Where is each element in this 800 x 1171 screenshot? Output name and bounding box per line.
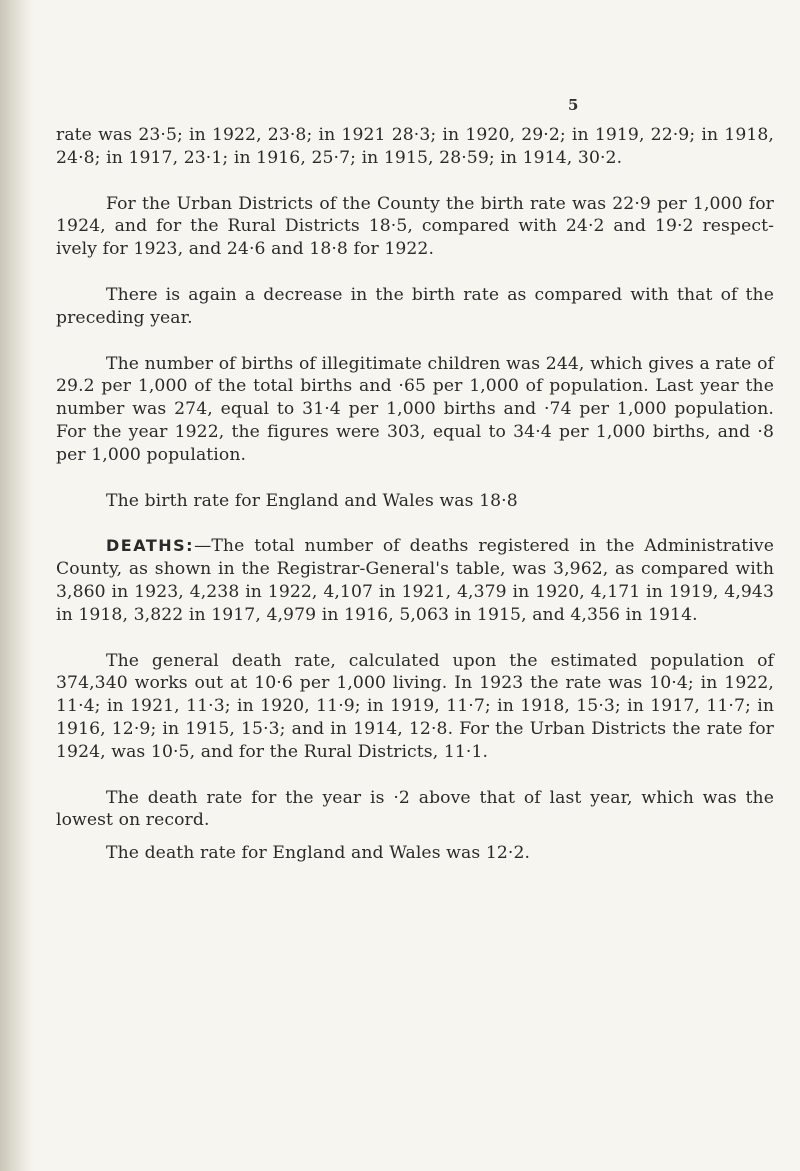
- paragraph-death-rate-comparison: The death rate for the year is ·2 above that of last year, which was the lowest on record.: [56, 787, 774, 831]
- paragraph-birth-rate-history: rate was 23·5; in 1922, 23·8; in 1921 28·3; in 1920, 29·2; in 1919, 22·9; in 1918, 24·8; in 1917, 23·1; in 1916, 25·7; in 1915, 28·59; in 1914, 30·2.: [56, 125, 774, 168]
- page-number: 5: [568, 96, 579, 114]
- paragraph-england-wales-death-rate: The death rate for England and Wales was 12·2.: [106, 843, 531, 864]
- paragraph-deaths: [56, 535, 774, 626]
- paragraph-illegitimate-births: The number of births of illegitimate children was 244, which gives a rate of 29.2 per 1,000 of the total births and ·65 per 1,000 of population. Last year the number was 274, equal to 31·4 per 1,000 births and ·74 per 1,000 population. For the year 1922, the figures were 303, equal to 34·4 per 1,000 births, and ·8 per 1,000 population.: [56, 353, 774, 465]
- paragraph-general-death-rate: The general death rate, calculated upon the estimated population of 374,340 works out at 10·6 per 1,000 living. In 1923 the rate was 10·4; in 1922, 11·4; in 1921, 11·3; in 1920, 11·9; in 1919, 11·7; in 1918, 15·3; in 1917, 11·7; in 1916, 12·9; in 1915, 15·3; and in 1914, 12·8. For the Urban Districts the rate for 1924, was 10·5, and for the Rural Districts, 11·1.: [56, 650, 774, 762]
- body-text: [56, 124, 774, 888]
- paragraph-urban-rural-birth-rate: For the Urban Districts of the County the birth rate was 22·9 per 1,000 for 1924, and for the Rural Districts 18·5, compared with 24·2 and 19·2 respect-ively for 1923, and 24·6 and 18·8 for 1922.: [56, 193, 774, 260]
- paragraph-england-wales-birth-rate: The birth rate for England and Wales was 18·8: [106, 490, 518, 511]
- deaths-text: —The total number of deaths registered in the Administrative County, as shown in the Registrar-General's table, was 3,962, as compared with 3,860 in 1923, 4,238 in 1922, 4,107 in 1921, 4,379 in 1920, 4,171 in 1919, 4,943 in 1918, 3,822 in 1917, 4,979 in 1916, 5,063 in 1915, and 4,356 in 1914.: [56, 536, 774, 625]
- deaths-heading: DEATHS:: [106, 536, 195, 556]
- paragraph-birth-rate-decrease: There is again a decrease in the birth rate as compared with that of the preceding year.: [56, 284, 774, 328]
